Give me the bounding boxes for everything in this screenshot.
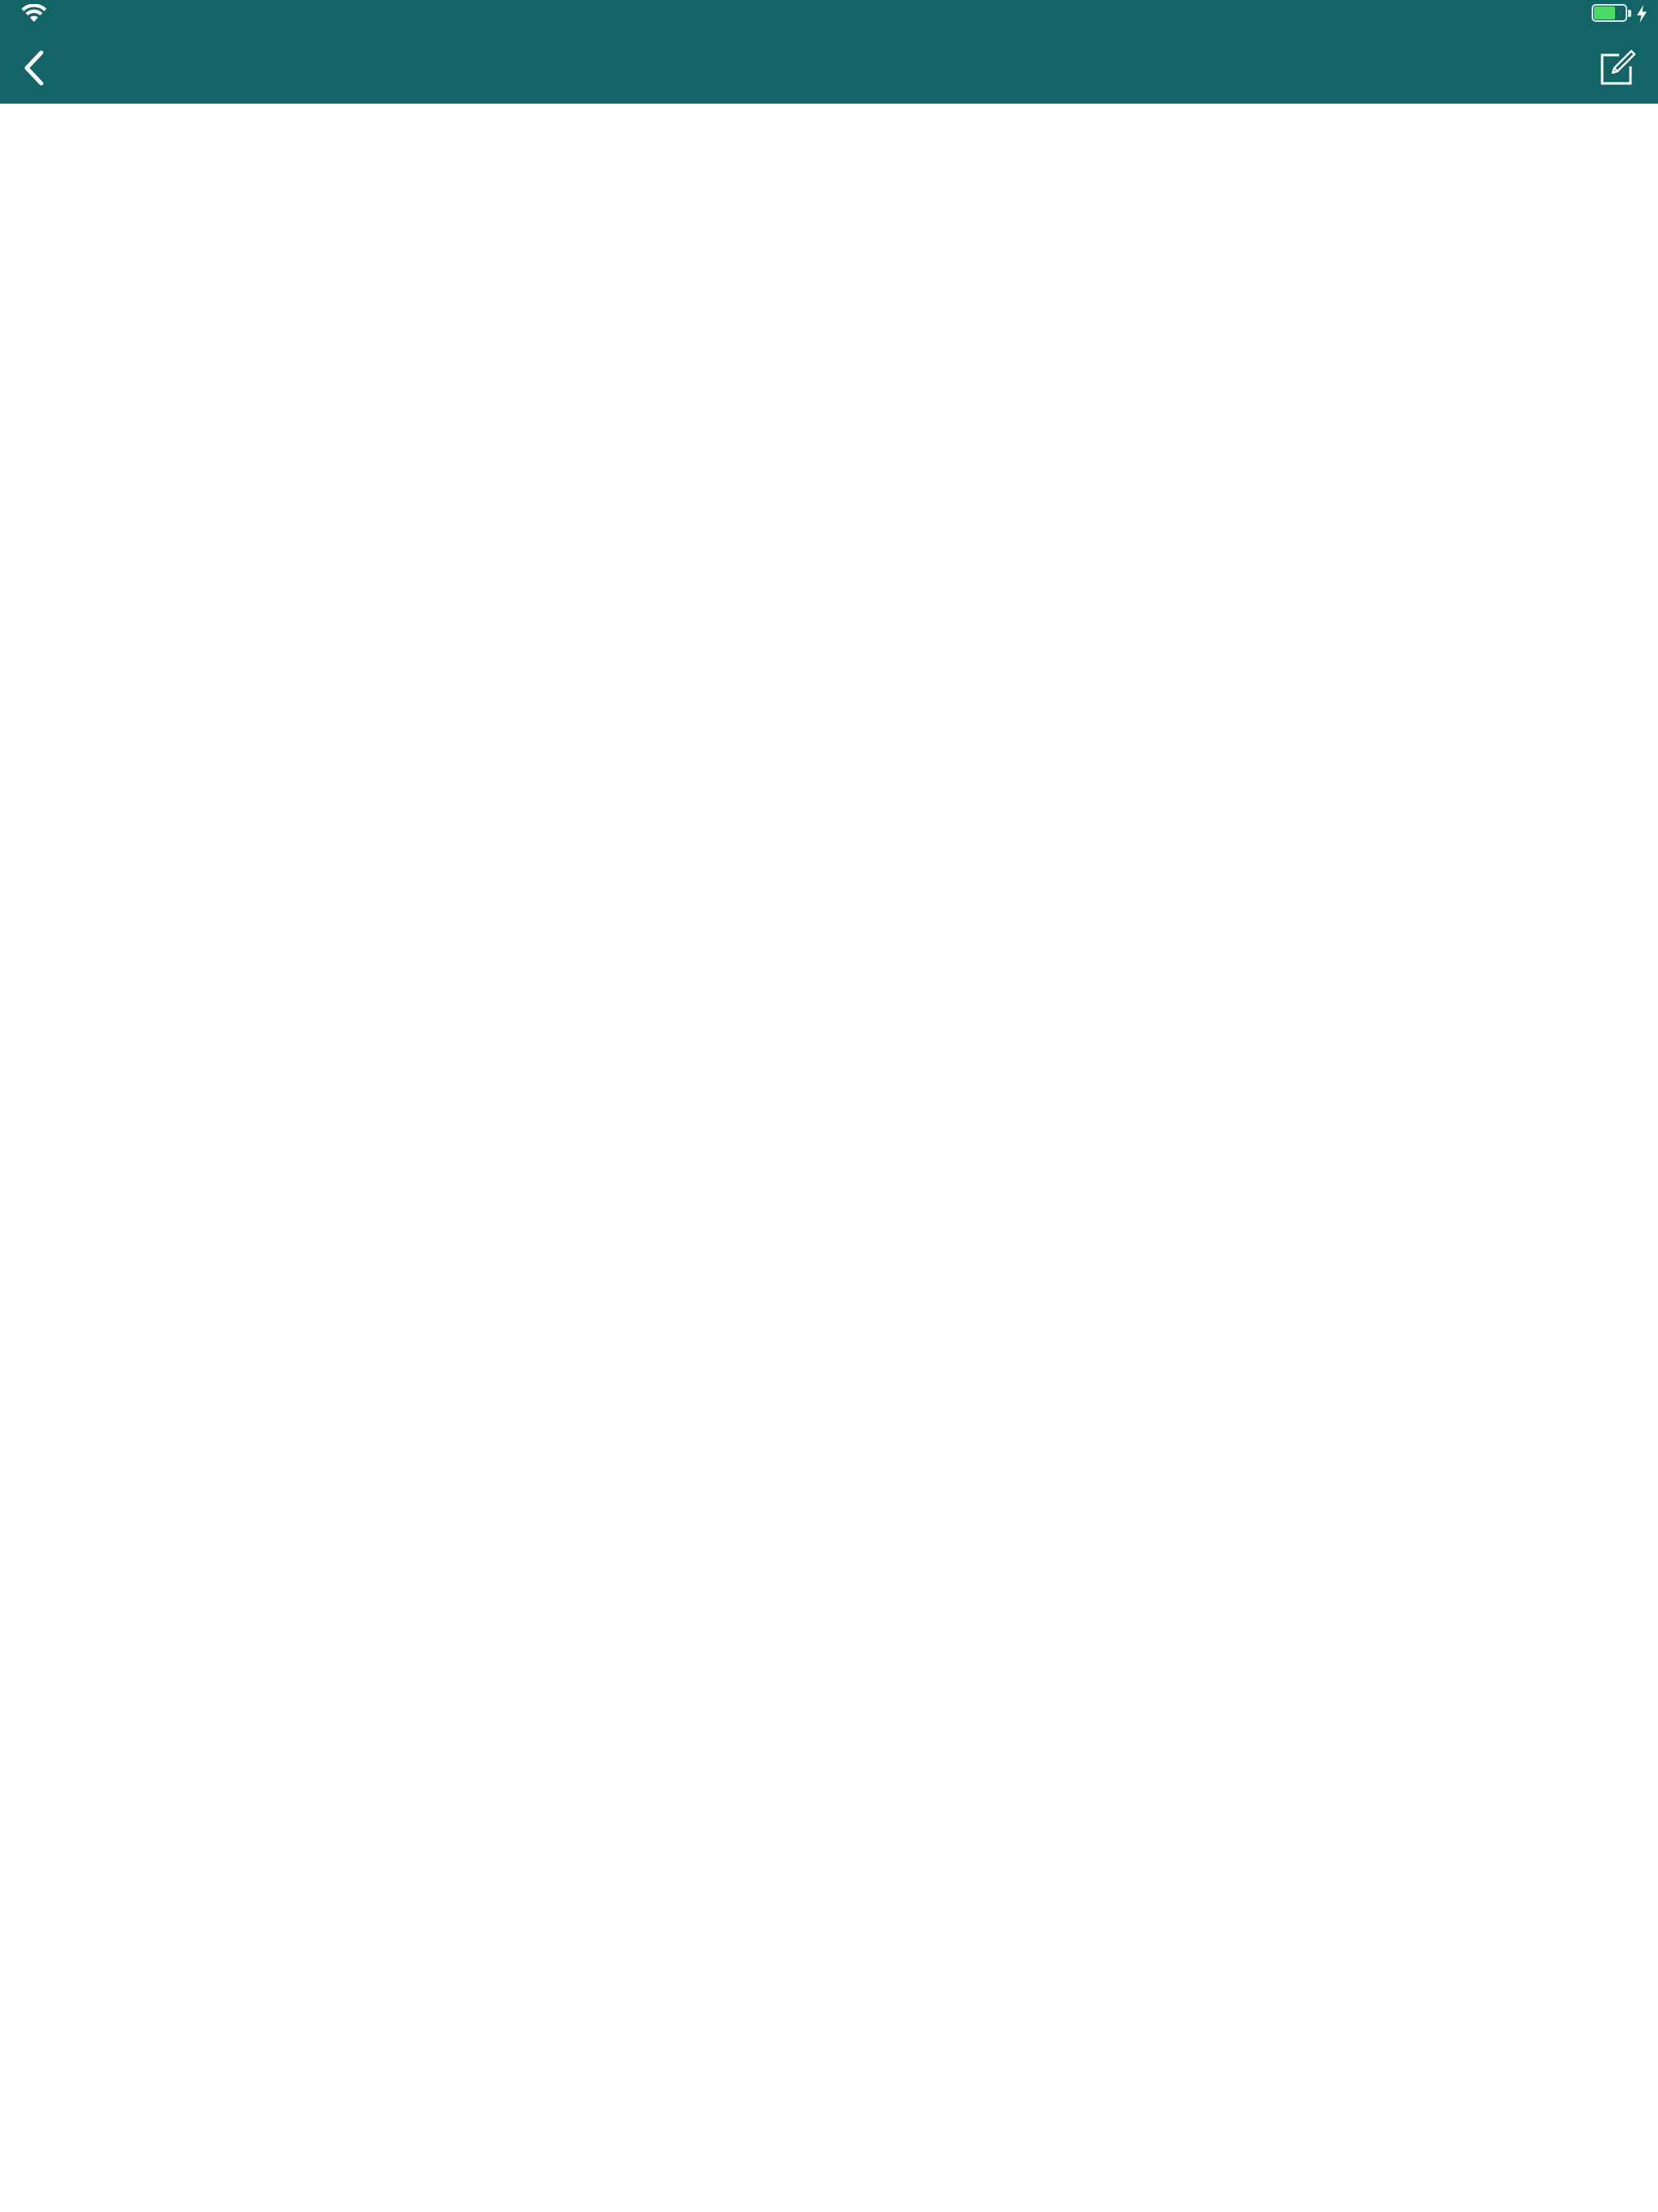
compose-icon — [1597, 48, 1638, 88]
page-title — [0, 32, 1658, 104]
status-bar — [0, 0, 1658, 32]
status-battery-group — [1587, 4, 1648, 23]
status-carrier-group — [10, 4, 47, 23]
wifi-icon — [21, 4, 47, 23]
battery-fill — [1594, 6, 1615, 19]
compose-button[interactable] — [1593, 44, 1642, 92]
top-bar — [0, 0, 1658, 104]
navigation-bar — [0, 32, 1658, 104]
battery-icon — [1592, 4, 1632, 23]
bolt-icon — [1635, 4, 1648, 23]
